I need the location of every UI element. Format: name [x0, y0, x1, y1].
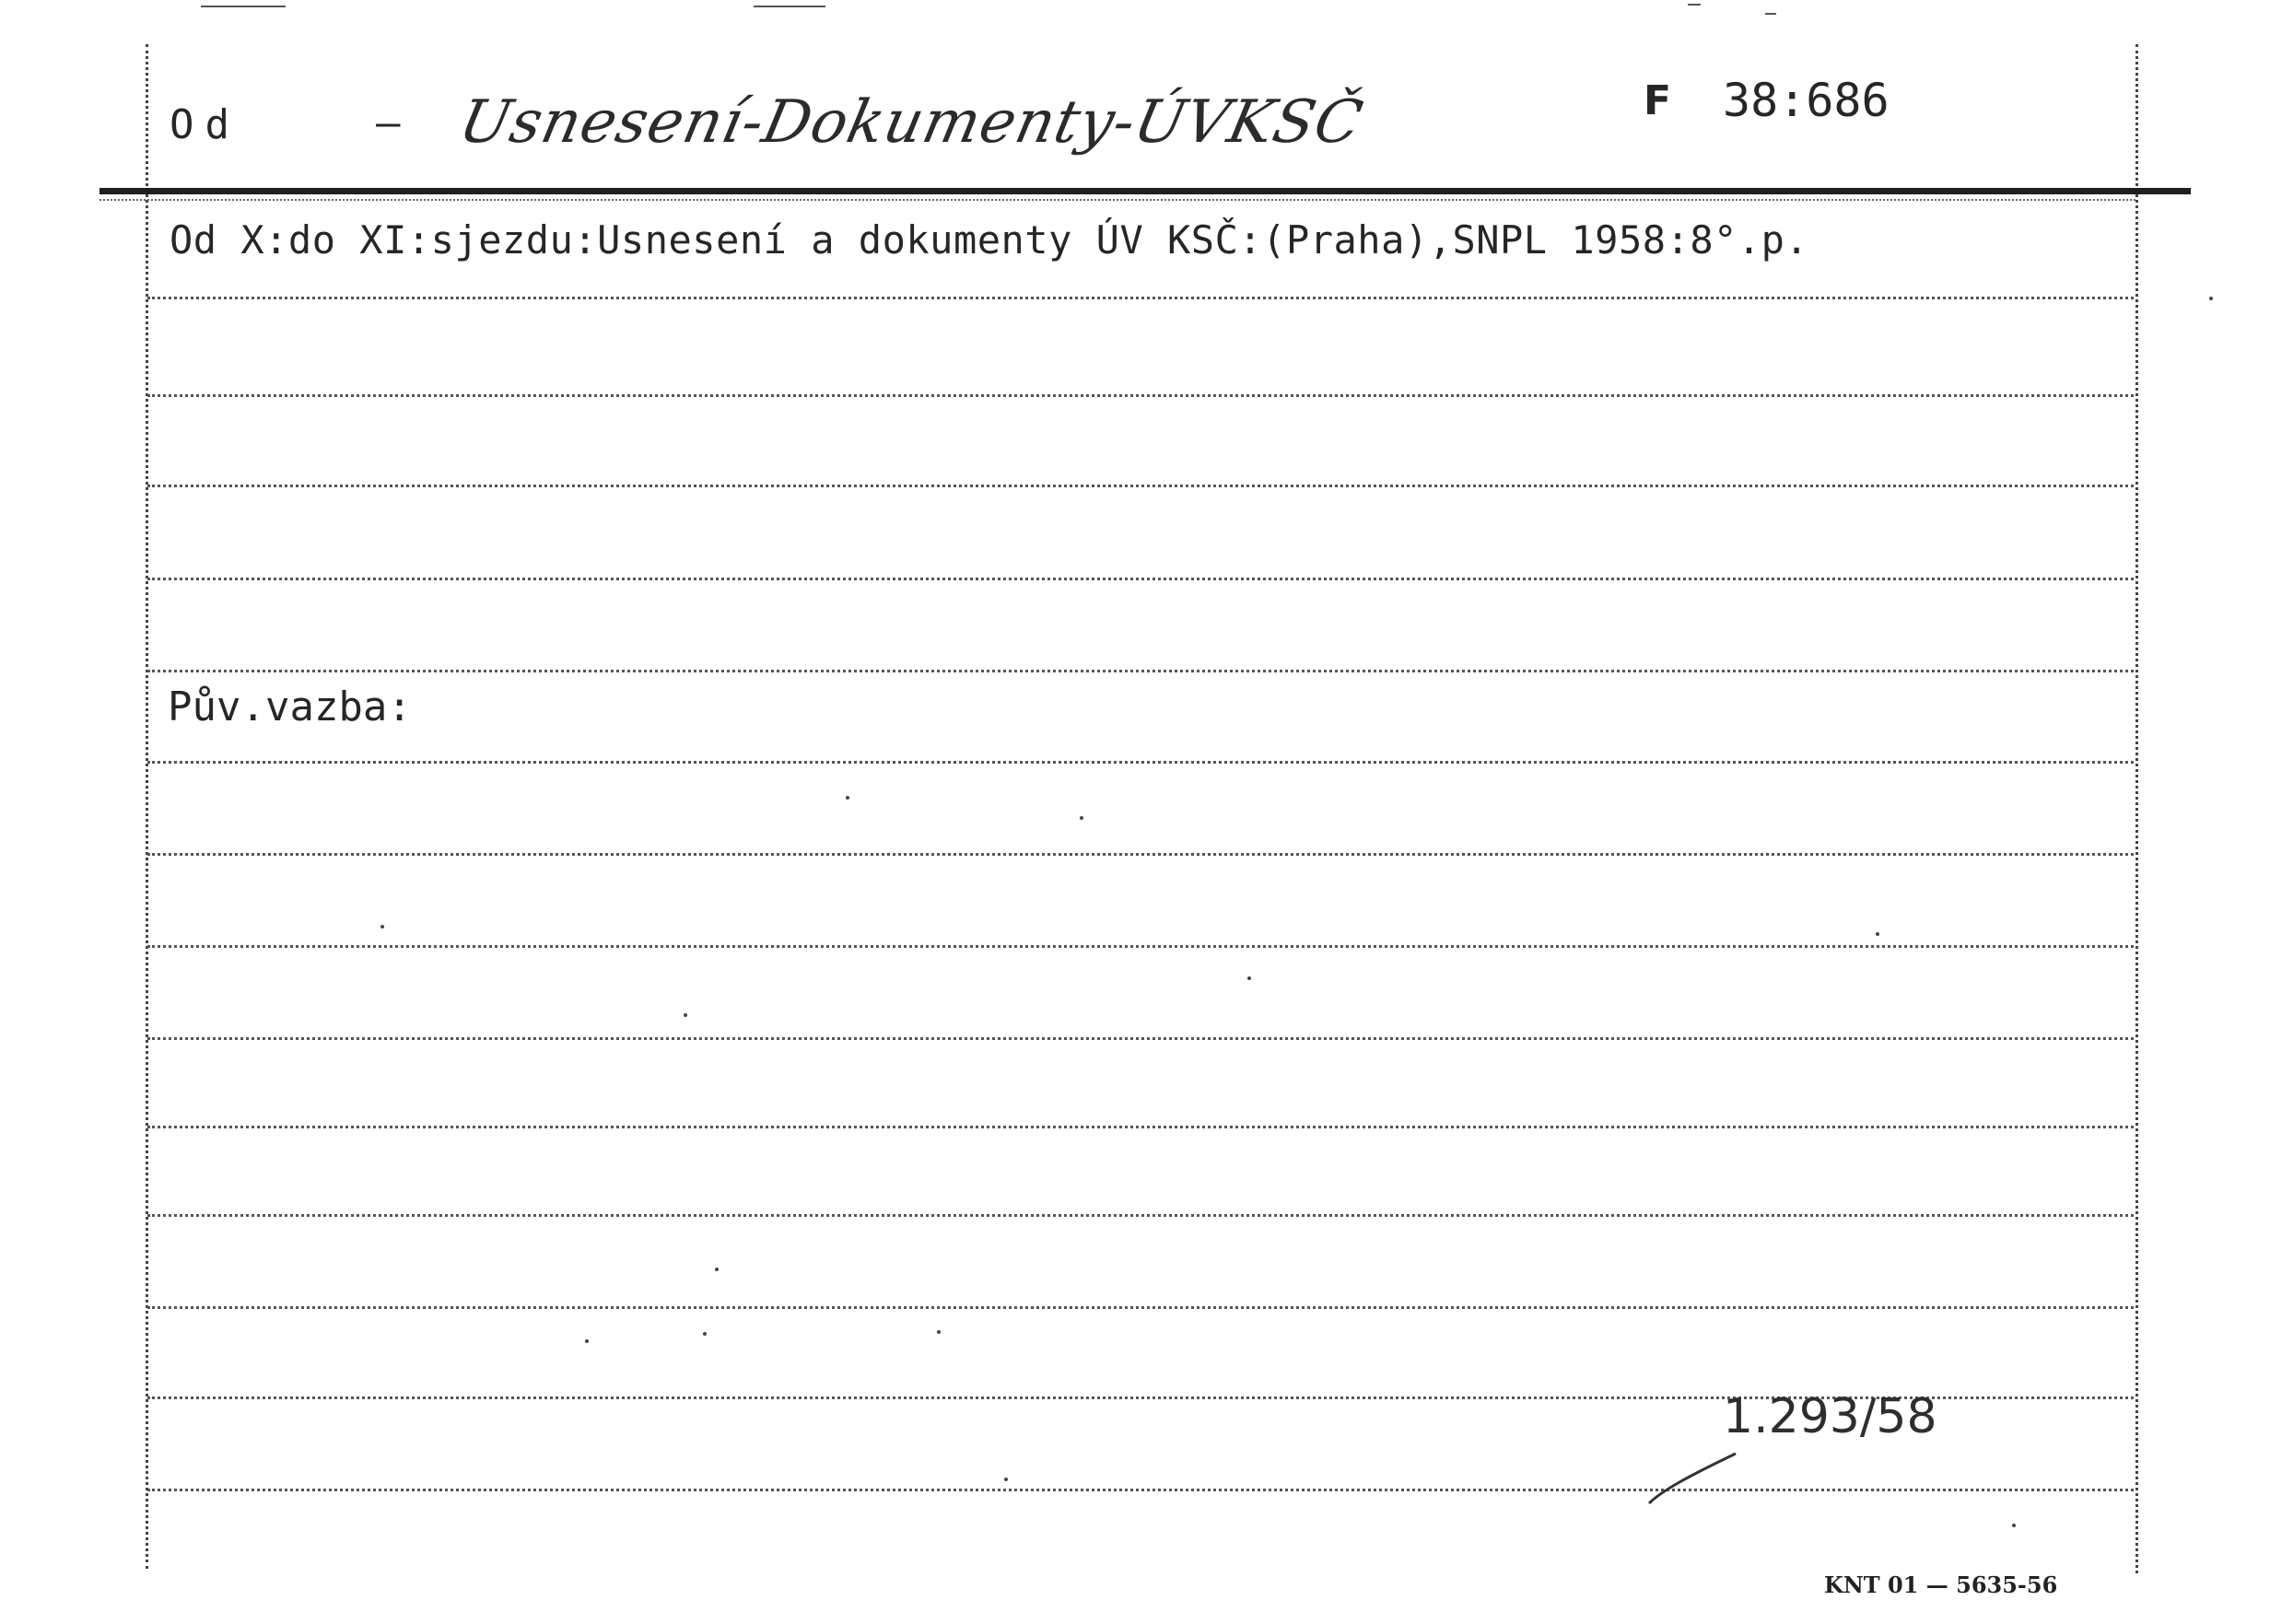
left-border [146, 44, 148, 1569]
shelf-signature: 38:686 [1723, 74, 1890, 127]
scan-speck [1004, 1478, 1008, 1481]
header-rule [99, 188, 2191, 194]
scan-speck [585, 1339, 589, 1343]
scan-speck [380, 925, 384, 929]
scan-speck [937, 1330, 941, 1334]
scan-speck [1080, 816, 1083, 820]
right-border [2135, 44, 2138, 1573]
ruled-line [147, 670, 2134, 672]
scan-speck [715, 1268, 719, 1271]
ruled-line [147, 297, 2134, 299]
signature-prefix: F [1644, 77, 1672, 124]
binding-label: Pův.vazba: [168, 683, 412, 730]
ruled-line [147, 394, 2134, 397]
scan-speck [703, 1332, 707, 1336]
header-rule-dotted [99, 199, 2135, 201]
handwritten-heading: Usnesení-Dokumenty-ÚVKSČ [453, 88, 1369, 157]
header-dash: – [376, 99, 401, 146]
ruled-line [147, 761, 2134, 764]
scan-speck [2012, 1524, 2016, 1527]
pencil-stroke [1644, 1446, 1745, 1511]
scan-speck [684, 1013, 687, 1017]
scan-speck [1876, 932, 1879, 936]
scan-mark [1688, 4, 1701, 6]
scan-mark [201, 6, 286, 7]
accession-number: 1.293/58 [1723, 1389, 1937, 1444]
ruled-line [147, 485, 2134, 487]
ruled-line [147, 578, 2134, 580]
ruled-line [147, 1306, 2134, 1309]
scan-speck [1247, 976, 1251, 980]
ruled-line [147, 1489, 2134, 1491]
ruled-line [147, 1037, 2134, 1040]
scan-speck [846, 796, 849, 800]
ruled-line [147, 853, 2134, 856]
ruled-line [147, 1214, 2134, 1217]
title-line: Od X:do XI:sjezdu:Usnesení a dokumenty ÚV KSČ:(Praha),SNPL 1958:8°.p. [170, 217, 1809, 263]
scan-mark [754, 6, 825, 7]
scan-speck [2209, 297, 2213, 300]
header-label: Od [170, 101, 240, 148]
scan-mark [1765, 13, 1776, 15]
ruled-line [147, 945, 2134, 948]
ruled-line [147, 1126, 2134, 1128]
form-code: KNT 01 — 5635-56 [1824, 1571, 2058, 1598]
